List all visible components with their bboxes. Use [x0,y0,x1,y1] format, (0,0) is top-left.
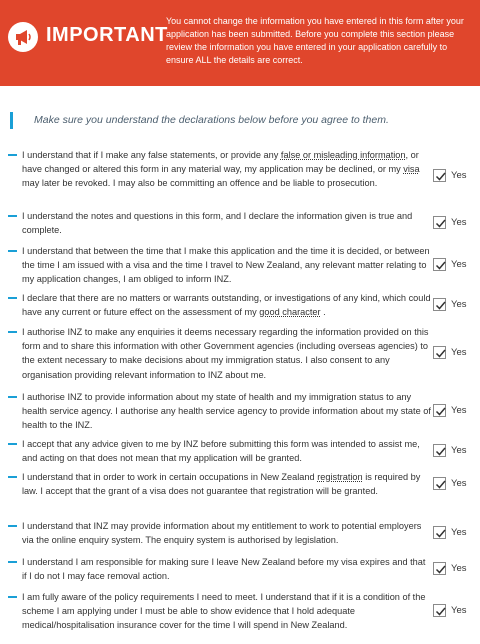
checkmark-icon [434,259,447,272]
yes-label: Yes [451,217,467,229]
declaration-text-part: I authorise INZ to make any enquiries it deems necessary regarding the information provided on this form and to share this information with other Government agencies (including overseas agencies) to the extent necessary to make decisions about my immigration status. I also consent to any organisation providing relevant information to INZ about me. [22,327,429,380]
declaration-text-part: is required by law. I accept that the grant of a visa does not guarantee that registration will be granted. [22,472,421,497]
declaration-item [8,244,474,287]
checkmark-icon [434,445,447,458]
yes-checkbox[interactable] [433,216,446,229]
yes-checkbox[interactable] [433,346,446,359]
declaration-item [8,519,474,547]
yes-label: Yes [451,605,467,617]
declaration-text-part: I accept that any advice given to me by INZ before submitting this form was intended to assist me, and acting on that does not mean that my application will be granted. [22,439,420,464]
declaration-link[interactable]: registration [317,472,363,482]
checkmark-icon [434,217,447,230]
yes-label: Yes [451,563,467,575]
checkmark-icon [434,299,447,312]
declaration-dash [8,396,17,398]
declaration-item [8,555,474,583]
declaration-item [8,148,474,205]
declaration-text-part: , or have changed or altered this form in any material way, my application may be declined, or my [22,150,419,175]
intro-accent-bar [10,112,13,129]
declaration-text-part: I declare that there are no matters or warrants outstanding, or investigations of any kind, which could have any current or future effect on the assessment of my [22,293,431,318]
declaration-text [22,470,432,498]
yes-label: Yes [451,347,467,359]
checkmark-icon [434,170,447,183]
declaration-text-part: I understand the notes and questions in this form, and I declare the information given is true and complete. [22,211,413,236]
declaration-dash [8,331,17,333]
yes-checkbox[interactable] [433,477,446,490]
yes-label: Yes [451,405,467,417]
yes-checkbox[interactable] [433,169,446,182]
declaration-dash [8,215,17,217]
checkmark-icon [434,605,447,618]
declaration-dash [8,297,17,299]
declaration-text [22,291,432,319]
declaration-item [8,470,474,498]
yes-label: Yes [451,170,467,182]
declaration-text [22,390,432,433]
declaration-text-part: I understand that INZ may provide information about my entitlement to work to potential employers via the online enquiry system. The enquiry system is authorised by legislation. [22,521,422,546]
yes-label: Yes [451,478,467,490]
declaration-item [8,437,474,465]
yes-label: Yes [451,445,467,457]
declaration-dash [8,476,17,478]
yes-label: Yes [451,527,467,539]
declaration-text [22,209,432,237]
declaration-dash [8,250,17,252]
important-banner [0,0,480,86]
declaration-item [8,390,474,433]
declaration-link[interactable]: good character [259,307,321,318]
megaphone-icon [8,22,38,52]
checkmark-icon [434,405,447,418]
intro-text: Make sure you understand the declarations below before you agree to them. [34,114,389,126]
checkmark-icon [434,347,447,360]
declaration-text-part: . [320,307,326,318]
declaration-text [22,437,432,465]
yes-checkbox[interactable] [433,562,446,575]
declaration-item [8,209,474,237]
yes-label: Yes [451,299,467,311]
declaration-text [22,148,432,191]
banner-message: You cannot change the information you have entered in this form after your application has been submitted. Before you complete this section please review the information you have entered in your application carefully to ensure ALL the details are correct. [166,16,464,65]
banner-title: IMPORTANT [46,24,168,46]
declaration-link[interactable]: false or misleading information [280,150,406,160]
declaration-text-part: I authorise INZ to provide information about my state of health and my immigration status to any health service agency. I authorise any health service agency to provide information about my state of health to the INZ. [22,392,431,431]
declaration-text-part: I understand that between the time that I make this application and the time it is decided, or between the time I am issued with a visa and the time I travel to New Zealand, any relevant matter relating to my application changes, I am obliged to inform INZ. [22,246,430,285]
declaration-item [8,590,474,633]
yes-label: Yes [451,259,467,271]
declaration-text [22,555,432,583]
declaration-text [22,244,432,287]
declaration-text-part: I am fully aware of the policy requirements I need to meet. I understand that if it is a condition of the scheme I am applying under I must be able to show evidence that I hold adequate medical/hospitalisation insurance cover for the time I will spend in New Zealand. [22,592,426,631]
checkmark-icon [434,563,447,576]
yes-checkbox[interactable] [433,298,446,311]
yes-checkbox[interactable] [433,526,446,539]
declaration-dash [8,525,17,527]
yes-checkbox[interactable] [433,404,446,417]
declaration-dash [8,154,17,156]
declaration-dash [8,596,17,598]
yes-checkbox[interactable] [433,258,446,271]
declaration-dash [8,443,17,445]
declaration-item [8,325,474,382]
declaration-text-part: I understand that if I make any false statements, or provide any [22,150,281,160]
declaration-link[interactable]: visa [403,164,420,175]
declaration-text-part: may later be revoked. I may also be committing an offence and be liable to prosecution. [22,178,378,189]
declaration-text-part: I understand that in order to work in certain occupations in New Zealand [22,472,318,482]
checkmark-icon [434,527,447,540]
checkmark-icon [434,478,447,491]
declaration-text [22,590,432,633]
declaration-text-part: I understand I am responsible for making sure I leave New Zealand before my visa expires and that if I do not I may face removal action. [22,557,426,582]
yes-checkbox[interactable] [433,444,446,457]
yes-checkbox[interactable] [433,604,446,617]
declaration-dash [8,561,17,563]
declaration-text [22,519,432,547]
declaration-item [8,291,474,319]
declaration-text [22,325,432,382]
